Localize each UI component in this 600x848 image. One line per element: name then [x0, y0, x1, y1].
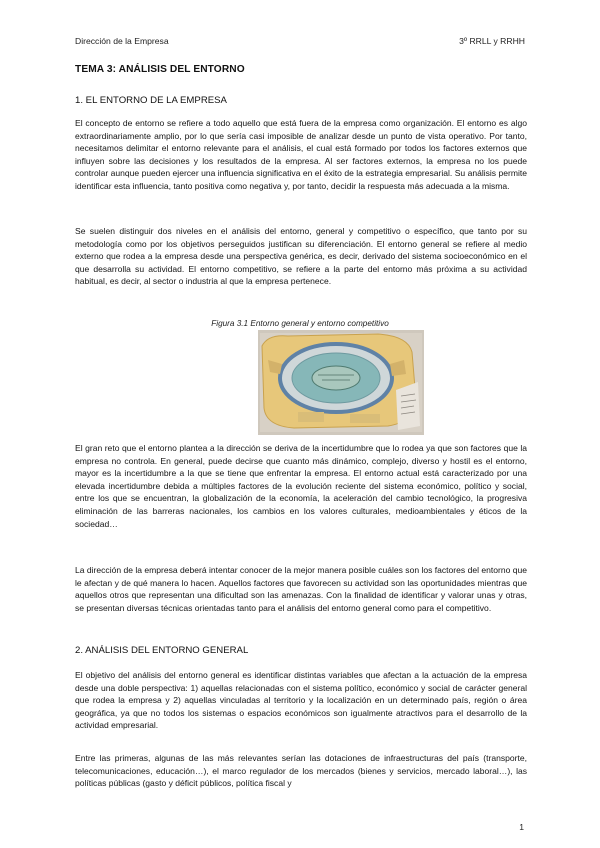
section-2-paragraph-2: Entre las primeras, algunas de las más relevantes serían las dotaciones de infraestructuras del país (transporte, telecomunicaciones, educación…), el marco regulador de los mercados (bienes y servicios, mercado laboral…), las políticas públicas (gasto y déficit públicos, política fiscal y	[75, 753, 527, 789]
page-number: 1	[519, 822, 524, 832]
photo-margin-note	[396, 382, 420, 430]
figure-environment-photo	[258, 330, 424, 435]
header-group: 3º RRLL y RRHH	[459, 36, 525, 46]
section-1-paragraph-3: El gran reto que el entorno plantea a la dirección se deriva de la incertidumbre que lo rodea ya que son factores que la empresa no controla. En general, puede decirse que cuanto más dinámico, complejo, diverso y hostil es el entorno, mayor es la incertidumbre a la que se tiene que enfrentar la empresa. El entorno actual está caracterizado por una elevada incertidumbre debida a múltiples factores de la evolución reciente del sistema económico, político y social, entre los que se encuentran, la globalización de la economía, la aceleración del cambio tecnológico, la progresiva eliminación de las barreras nacionales, los cambios en los valores culturales, medioambientales y éticos de la sociedad…	[75, 443, 527, 529]
figure-caption: Figura 3.1 Entorno general y entorno competitivo	[211, 319, 389, 328]
section-1-paragraph-4: La dirección de la empresa deberá intentar conocer de la mejor manera posible cuáles son los factores del entorno que le afectan y de qué manera lo hacen. Aquellos factores que favorecen su actividad son las oportunidades mientras que aquellos otros que representan una dificultad son las amenazas. Con la finalidad de identificar y valorar unas y otras, se presentan diversas técnicas orientadas tanto para el análisis del entorno general como para el competitivo.	[75, 565, 527, 613]
page-title: TEMA 3: ANÁLISIS DEL ENTORNO	[75, 64, 245, 75]
section-1-paragraph-2: Se suelen distinguir dos niveles en el análisis del entorno, general y competitivo o específico, que tanto por su metodología como por los objetivos perseguidos justifican su diferenciación. El entorno general se refiere al medio externo que rodea a la empresa desde una perspectiva genérica, es decir, derivado del sistema socioeconómico en el que desarrolla su actividad. El entorno competitivo, se refiere a la parte del entorno más próxima a su actividad habitual, es decir, al sector o industria al que la empresa pertenece.	[75, 226, 527, 287]
section-2-paragraph-1: El objetivo del análisis del entorno general es identificar distintas variables que afectan a la actuación de la empresa desde una doble perspectiva: 1) aquellas relacionadas con el sistema político, económico y social de carácter general que rodea la empresa y 2) aquellas vinculadas al territorio y la localización en un determinado país, región o área geográfica, ya que no todos los sistemas o espacios económicos son igualmente atractivos para el desarrollo de la actividad empresarial.	[75, 670, 527, 731]
company-center	[312, 366, 360, 390]
outer-label-box-2	[350, 414, 380, 423]
section-1-heading: 1. EL ENTORNO DE LA EMPRESA	[75, 95, 227, 106]
header-course: Dirección de la Empresa	[75, 36, 169, 46]
section-1-paragraph-1: El concepto de entorno se refiere a todo aquello que está fuera de la empresa como organización. El entorno es algo extraordinariamente amplio, por lo que sería casi imposible de analizar desde un punto de vista operativo. Por tanto, necesitamos delimitar el entorno relevante para el análisis, el cual está formado por todos los factores externos que influyen sobre las decisiones y los resultados de la empresa. Al ser factores externos, la empresa no los puede controlar aunque pueden ejercer una influencia significativa en el éxito de la estrategia empresarial. Su análisis permite identificar esta influencia, tanto positiva como negativa y, por tanto, decidir la respuesta más adecuada a la misma.	[75, 118, 527, 191]
section-2-heading: 2. ANÁLISIS DEL ENTORNO GENERAL	[75, 645, 249, 656]
outer-label-box-1	[298, 412, 324, 422]
